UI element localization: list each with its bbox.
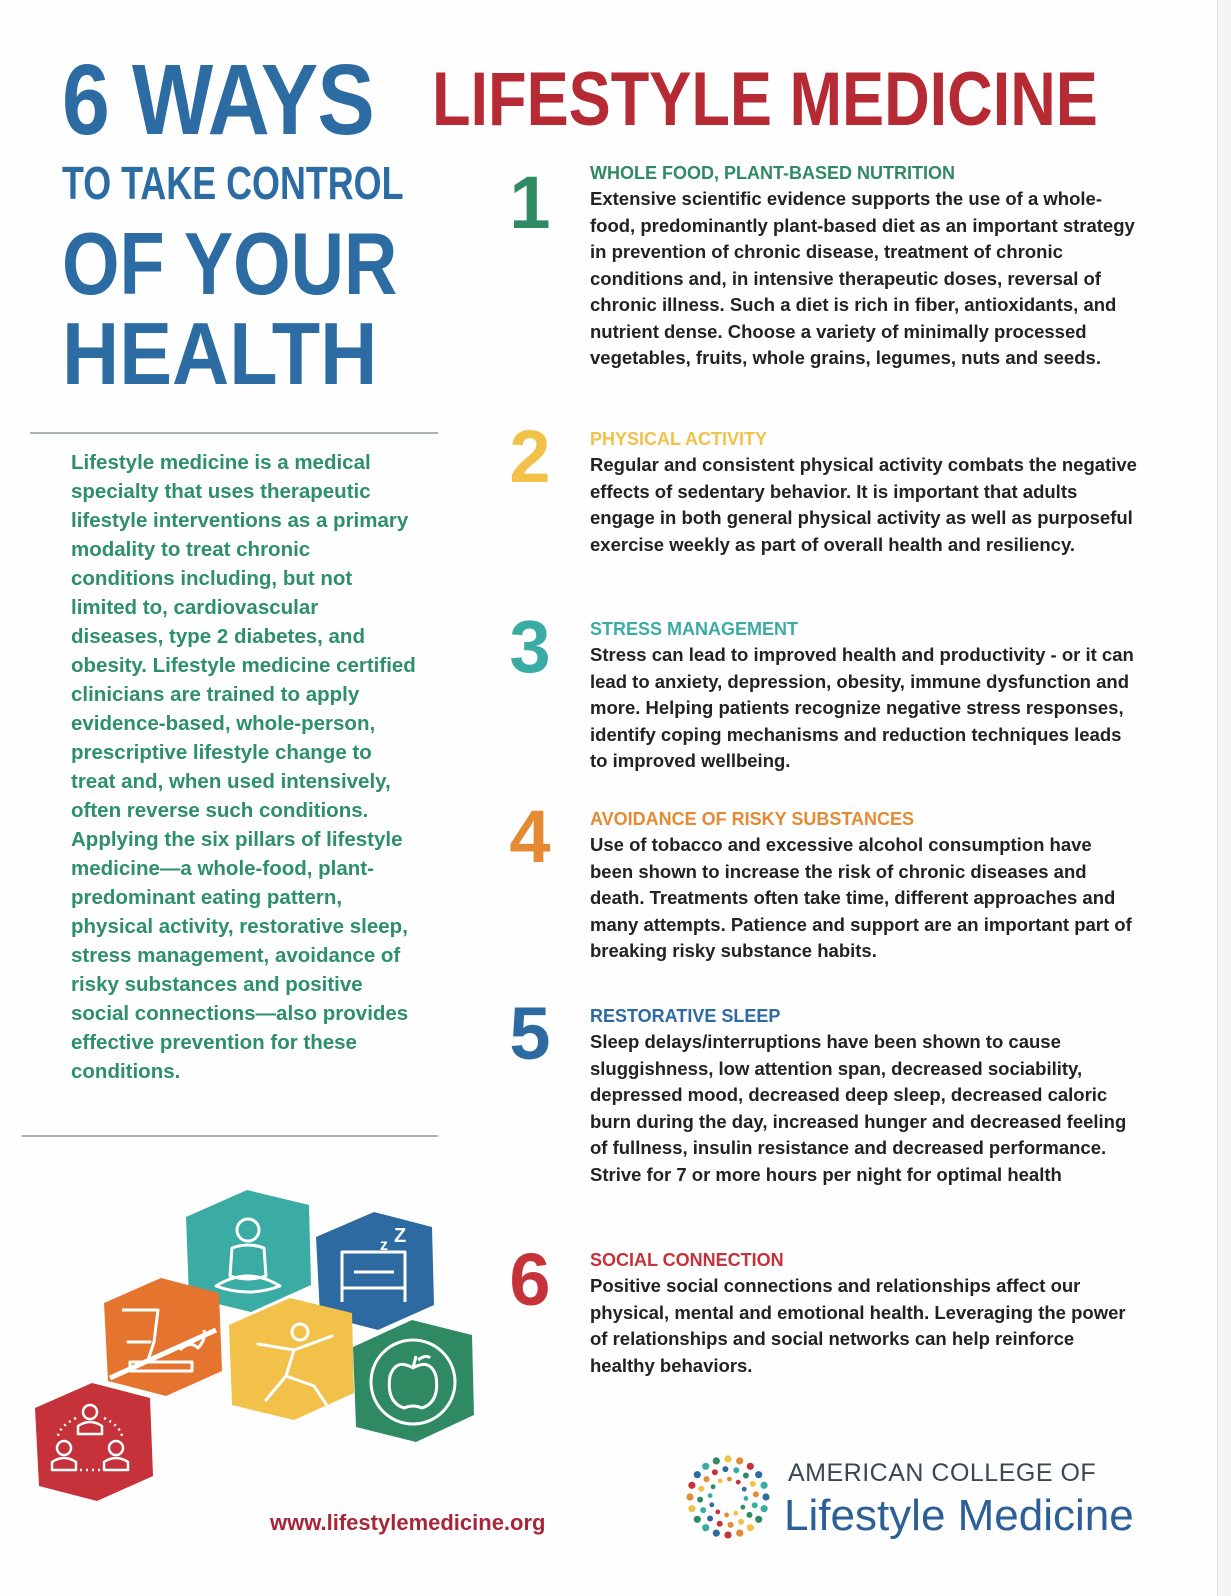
pillar-number: 6 (509, 1238, 551, 1321)
pillar-heading: PHYSICAL ACTIVITY (590, 429, 768, 449)
no-alcohol-tobacco-icon (104, 1278, 222, 1396)
website-url[interactable]: www.lifestylemedicine.org (270, 1510, 546, 1535)
pillar-body: Regular and consistent physical activity combats the negative effects of sedentary behavior. It is important that adults engage in both general physical activity as well as purposeful exercise weekly as part of overall health and resiliency. (590, 454, 1137, 555)
svg-text:z: z (380, 1237, 388, 1254)
acolm-logo-icon (684, 1452, 772, 1542)
title-take-control: TO TAKE CONTROL (62, 157, 404, 209)
pillar-number: 3 (509, 605, 551, 688)
title-six-ways: 6 WAYS (62, 44, 374, 156)
pillar-heading: RESTORATIVE SLEEP (590, 1006, 781, 1026)
intro-paragraph: Lifestyle medicine is a medical specialty that uses therapeutic lifestyle interventions as a primary modality to treat chronic conditions including, but not limited to, cardiovascular diseases, type 2 diabetes, and obesity. Lifestyle medicine certified clinicians are trained to apply evidence-based, whole-person, prescriptive lifestyle change to treat and, when used intensively, often reverse such conditions. Applying the six pillars of lifestyle medicine—a whole-food, plant-predominant eating pattern, physical activity, restorative sleep, stress management, avoidance of risky substances and positive social connections—also provides effective prevention for these conditions. (71, 451, 416, 1083)
pillar-number: 4 (509, 795, 551, 878)
pillar-heading: STRESS MANAGEMENT (590, 619, 799, 639)
pillar-body: Sleep delays/interruptions have been shown to cause sluggishness, low attention span, decreased sociability, depressed mood, decreased deep sleep, decreased caloric burn during the day, increased hunger and decreased feeling of fullness, insulin resistance and decreased performance. Strive for 7 or more hours per night for optimal health (590, 1031, 1127, 1185)
logo-org-line2: Lifestyle Medicine (784, 1491, 1134, 1540)
pillar-body: Extensive scientific evidence supports the use of a whole-food, predominantly plant-based diet as an important strategy in prevention of chronic disease, treatment of chronic conditions and, in intensive therapeutic doses, reversal of chronic illness. Such a diet is rich in fiber, antioxidants, and nutrient dense. Choose a variety of minimally processed vegetables, fruits, whole grains, legumes, nuts and seeds. (590, 188, 1135, 368)
pillar-number: 1 (509, 161, 551, 244)
title-lifestyle-medicine: LIFESTYLE MEDICINE (432, 57, 1098, 142)
divider-bottom (22, 1135, 438, 1137)
page-edge (1217, 0, 1231, 1596)
logo-org-line1: AMERICAN COLLEGE OF (788, 1459, 1097, 1487)
pillar-heading: WHOLE FOOD, PLANT-BASED NUTRITION (590, 163, 955, 183)
pillar-heading: AVOIDANCE OF RISKY SUBSTANCES (590, 809, 915, 829)
title-health: HEALTH (62, 304, 378, 403)
pillar-number: 2 (509, 415, 551, 498)
social-connection-icon (35, 1383, 153, 1501)
divider-top (30, 432, 438, 434)
title-of-your: OF YOUR (62, 214, 398, 313)
exercise-icon (229, 1298, 354, 1420)
apple-icon (353, 1320, 474, 1442)
pillar-heading: SOCIAL CONNECTION (590, 1250, 784, 1270)
pillar-body: Positive social connections and relationships affect our physical, mental and emotional health. Leveraging the power of relationships and social networks can help reinforce healthy behaviors. (590, 1275, 1126, 1376)
svg-text:Z: Z (394, 1225, 407, 1247)
pillar-body: Stress can lead to improved health and productivity - or it can lead to anxiety, depression, obesity, immune dysfunction and more. Helping patients recognize negative stress responses, identify coping mechanisms and reduction techniques leads to improved wellbeing. (590, 644, 1134, 771)
pillar-hexagon-icons (20, 1190, 500, 1530)
pillar-body: Use of tobacco and excessive alcohol consumption have been shown to increase the risk of chronic diseases and death. Treatments often take time, different approaches and many attempts. Patience and support are an important part of breaking risky substance habits. (590, 834, 1132, 961)
pillar-number: 5 (509, 992, 551, 1075)
